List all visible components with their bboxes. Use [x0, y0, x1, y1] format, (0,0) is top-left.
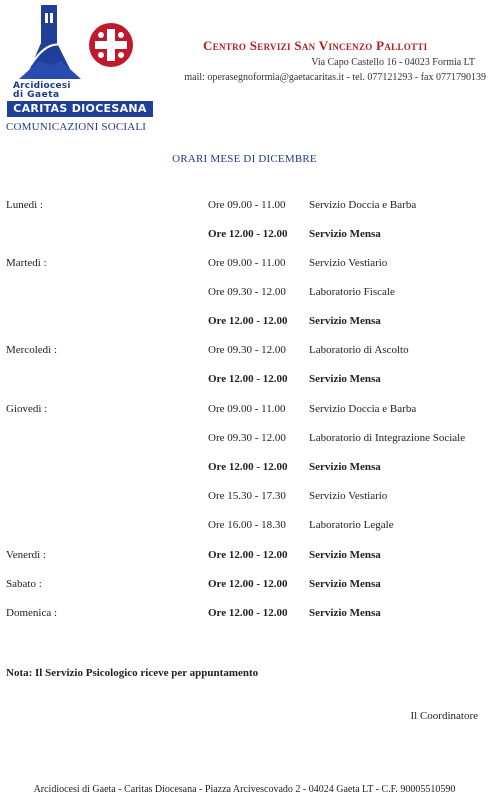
schedule-day: Mercoledì :: [6, 344, 58, 356]
schedule-service: Servizio Doccia e Barba: [309, 199, 417, 211]
schedule-service: Servizio Mensa: [309, 461, 381, 473]
schedule-row: [0, 461, 489, 477]
schedule-time: Ore 09.00 - 11.00: [208, 257, 286, 269]
schedule-service: Servizio Mensa: [309, 228, 381, 240]
schedule-time: Ore 09.00 - 11.00: [208, 403, 286, 415]
schedule-day: Giovedì :: [6, 403, 48, 415]
section-label: COMUNICAZIONI SOCIALI: [6, 121, 147, 133]
caritas-cross-icon: [89, 23, 133, 67]
schedule-row: [0, 519, 489, 535]
schedule-service: Laboratorio di Ascolto: [309, 344, 409, 356]
schedule-row: [0, 578, 489, 594]
schedule-day: Martedì :: [6, 257, 47, 269]
schedule-row: [0, 344, 489, 360]
page-title: ORARI MESE DI DICEMBRE: [172, 153, 317, 165]
organization-name: Centro Servizi San Vincenzo Pallotti: [203, 38, 428, 53]
schedule-row: [0, 257, 489, 273]
schedule-row: [0, 286, 489, 302]
logo-text-gaeta: di Gaeta: [13, 90, 60, 100]
schedule-time: Ore 12.00 - 12.00: [208, 315, 288, 327]
schedule-service: Servizio Mensa: [309, 607, 381, 619]
schedule-time: Ore 12.00 - 12.00: [208, 373, 288, 385]
schedule-service: Servizio Mensa: [309, 578, 381, 590]
schedule-service: Servizio Mensa: [309, 549, 381, 561]
schedule-time: Ore 16.00 - 18.30: [208, 519, 286, 531]
footer: Arcidiocesi di Gaeta - Caritas Diocesana - Piazza Arcivescovado 2 - 04024 Gaeta LT - C.F. 90005510590: [33, 784, 456, 795]
schedule-time: Ore 12.00 - 12.00: [208, 549, 288, 561]
organization-address: Via Capo Castello 16 - 04023 Formia LT: [311, 57, 475, 68]
schedule-time: Ore 12.00 - 12.00: [208, 607, 288, 619]
schedule-service: Servizio Vestiario: [309, 490, 388, 502]
schedule-time: Ore 09.30 - 12.00: [208, 344, 286, 356]
logo-text-arcidiocesi: Arcidiocesi: [13, 81, 71, 91]
schedule-time: Ore 09.30 - 12.00: [208, 286, 286, 298]
schedule-service: Laboratorio Legale: [309, 519, 394, 531]
schedule-row: [0, 228, 489, 244]
caritas-logo: [3, 3, 153, 115]
schedule-row: [0, 373, 489, 389]
schedule-row: [0, 490, 489, 506]
schedule-row: [0, 607, 489, 623]
note-text: Nota: Il Servizio Psicologico riceve per appuntamento: [6, 667, 259, 679]
schedule-time: Ore 09.30 - 12.00: [208, 432, 286, 444]
schedule-service: Servizio Vestiario: [309, 257, 388, 269]
logo-caritas-bar: CARITAS DIOCESANA: [7, 101, 153, 117]
schedule-service: Servizio Mensa: [309, 373, 381, 385]
schedule-time: Ore 12.00 - 12.00: [208, 461, 288, 473]
schedule-time: Ore 12.00 - 12.00: [208, 228, 288, 240]
schedule-time: Ore 12.00 - 12.00: [208, 578, 288, 590]
schedule-service: Servizio Mensa: [309, 315, 381, 327]
schedule-row: [0, 403, 489, 419]
signature: Il Coordinatore: [410, 710, 478, 722]
schedule-time: Ore 09.00 - 11.00: [208, 199, 286, 211]
logo-graphic: [11, 3, 141, 79]
schedule-row: [0, 199, 489, 215]
schedule-row: [0, 549, 489, 565]
schedule-service: Servizio Doccia e Barba: [309, 403, 417, 415]
tower-icon: [19, 5, 81, 79]
schedule-service: Laboratorio Fiscale: [309, 286, 395, 298]
schedule-day: Venerdì :: [6, 549, 47, 561]
organization-contact: mail: operasegnoformia@gaetacaritas.it - tel. 077121293 - fax 0771790139: [184, 72, 486, 83]
schedule-row: [0, 432, 489, 448]
schedule-day: Sabato :: [6, 578, 42, 590]
schedule-time: Ore 15.30 - 17.30: [208, 490, 286, 502]
schedule-row: [0, 315, 489, 331]
schedule-day: Lunedì :: [6, 199, 43, 211]
schedule-service: Laboratorio di Integrazione Sociale: [309, 432, 466, 444]
schedule-day: Domenica :: [6, 607, 58, 619]
